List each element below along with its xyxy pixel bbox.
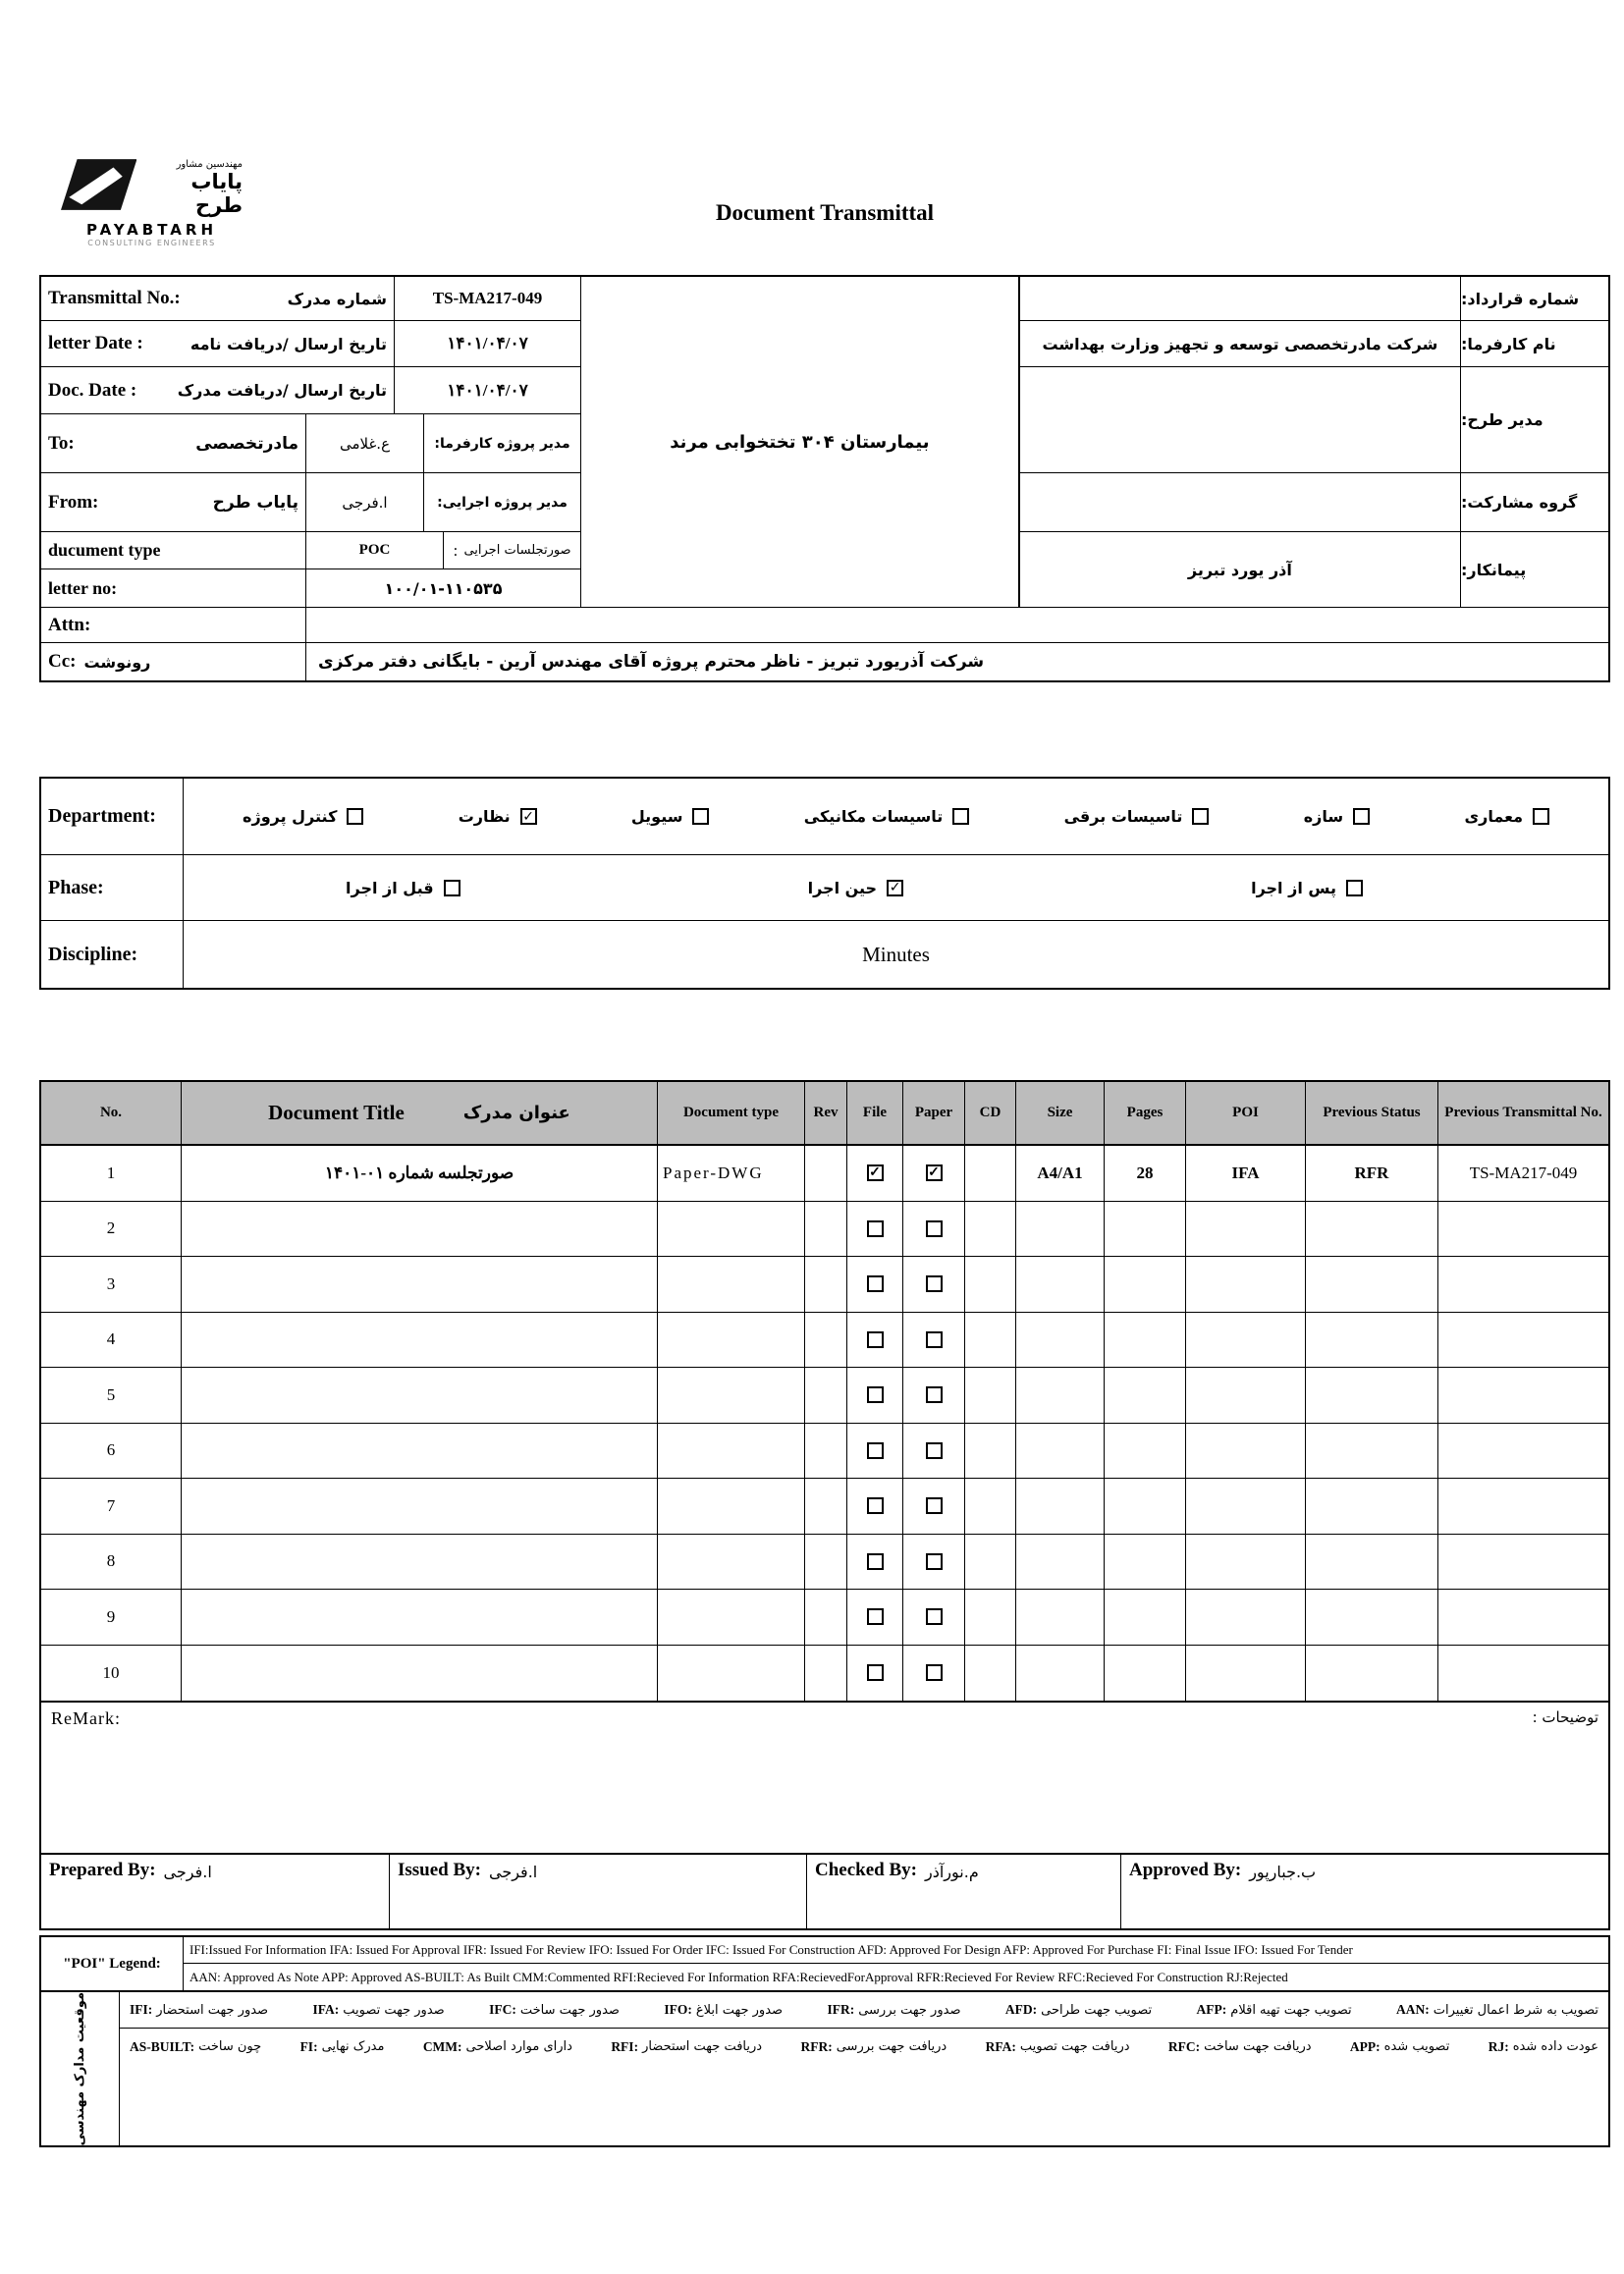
client-row: [1020, 321, 1608, 367]
table-row: 8: [41, 1535, 1608, 1591]
phase-checkbox[interactable]: [887, 880, 903, 896]
letter-no-label: letter no:: [48, 577, 118, 598]
table-row: 4: [41, 1313, 1608, 1369]
paper-checkbox[interactable]: [926, 1164, 943, 1181]
file-checkbox[interactable]: [867, 1497, 884, 1514]
logo-en-name: PAYABTARH: [85, 221, 218, 239]
documents-table-header: [41, 1082, 1608, 1146]
paper-checkbox[interactable]: [926, 1331, 943, 1348]
fa-legend-side-label: موقعیت مدارک مهندسی: [41, 1992, 120, 2145]
legend-item: AS-BUILT : چون ساخت: [130, 2039, 261, 2055]
doc-type-colon: :: [453, 541, 459, 560]
col-rev: Rev: [805, 1082, 847, 1144]
department-checkbox[interactable]: [520, 808, 537, 825]
to-row: [41, 414, 581, 473]
poi-legend: [39, 1935, 1610, 1992]
legend-item: RJ : عودت داده شده: [1489, 2039, 1598, 2055]
department-option: کنترل پروژه: [243, 807, 363, 826]
file-checkbox[interactable]: [867, 1664, 884, 1681]
transmittal-no-label-fa: شماره مدرک: [287, 289, 387, 308]
transmittal-no-value: TS-MA217-049: [395, 277, 581, 320]
paper-checkbox[interactable]: [926, 1275, 943, 1292]
file-checkbox[interactable]: [867, 1220, 884, 1237]
contractor-label: پیمانکار:: [1461, 560, 1527, 579]
legend-item: RFC : دریافت جهت ساخت: [1168, 2039, 1312, 2055]
department-option: ✓ نظارت: [459, 807, 537, 826]
design-manager-row: [1020, 367, 1608, 473]
to-label: To:: [48, 432, 75, 454]
page-title: Document Transmittal: [715, 200, 935, 225]
table-row: 10: [41, 1646, 1608, 1702]
transmittal-no-row: [41, 277, 581, 321]
discipline-label: Discipline:: [41, 921, 184, 988]
from-person: ا.فرجی: [306, 473, 424, 531]
issued-by-cell: Issued By: ا.فرجی: [390, 1855, 807, 1928]
file-checkbox[interactable]: [867, 1331, 884, 1348]
cc-value: شرکت آذریورد تبریز - ناظر محترم پروژه آقای مهندس آرین - بایگانی دفتر مرکزی: [318, 652, 985, 672]
phase-option: ✓ حین اجرا: [808, 879, 903, 897]
legend-item: FI : مدرک نهایی: [300, 2039, 385, 2055]
checked-by-cell: Checked By: م.نورآذر: [807, 1855, 1121, 1928]
phase-label: Phase:: [41, 855, 184, 920]
file-checkbox[interactable]: [867, 1164, 884, 1181]
table-row: 7: [41, 1479, 1608, 1535]
phase-checkbox[interactable]: [1346, 880, 1363, 896]
cc-row: [41, 643, 1608, 680]
department-checkbox[interactable]: [692, 808, 709, 825]
col-prev-status: Previous Status: [1306, 1082, 1438, 1144]
transmittal-info-table: [39, 275, 1610, 682]
cc-label-fa: رونوشت: [83, 652, 151, 672]
phase-checkbox[interactable]: [444, 880, 460, 896]
design-manager-value: [1020, 367, 1461, 472]
cc-label-en: Cc:: [48, 651, 77, 672]
client-pm-label: مدیر پروژه کارفرما:: [424, 414, 581, 472]
paper-checkbox[interactable]: [926, 1664, 943, 1681]
client-label: نام کارفرما:: [1461, 334, 1556, 353]
department-checkbox[interactable]: [1533, 808, 1549, 825]
partnership-label: گروه مشارکت:: [1461, 493, 1578, 512]
legend-item: IFR : صدور جهت بررسی: [827, 2002, 960, 2018]
col-title: Document Title عنوان مدرک: [182, 1082, 658, 1144]
paper-checkbox[interactable]: [926, 1386, 943, 1403]
attn-label: Attn:: [48, 614, 91, 635]
paper-checkbox[interactable]: [926, 1553, 943, 1570]
col-cd: CD: [965, 1082, 1016, 1144]
table-row: 2: [41, 1202, 1608, 1258]
col-no: No.: [41, 1082, 182, 1144]
col-pages: Pages: [1105, 1082, 1186, 1144]
doc-type-row: [41, 532, 581, 569]
department-label: Department:: [41, 779, 184, 854]
form-sheet: [39, 0, 1610, 2147]
signatures-row: [39, 1855, 1610, 1930]
legend-item: IFI : صدور جهت استحضار: [130, 2002, 268, 2018]
file-checkbox[interactable]: [867, 1608, 884, 1625]
table-row: 6: [41, 1424, 1608, 1480]
doc-date-label-fa: تاریخ ارسال /دریافت مدرک: [177, 381, 387, 400]
to-org: مادرتخصصی: [195, 433, 298, 454]
letter-date-row: [41, 321, 581, 367]
col-file: File: [847, 1082, 903, 1144]
department-checkbox[interactable]: [1192, 808, 1209, 825]
department-option: معماری: [1464, 807, 1549, 826]
doc-type-fa: صورتجلسات اجرایی: [463, 543, 571, 558]
contract-no-value: [1020, 277, 1461, 320]
partnership-value: [1020, 473, 1461, 531]
design-manager-label: مدیر طرح:: [1461, 410, 1543, 429]
contract-no-row: [1020, 277, 1608, 321]
table-row: 9: [41, 1590, 1608, 1646]
department-option: سیویل: [631, 807, 710, 826]
letter-date-label-en: letter Date :: [48, 333, 143, 353]
discipline-row: [41, 921, 1608, 988]
poi-legend-line1: IFI:Issued For Information IFA: Issued For Approval IFR: Issued For Review IFO: Issued For Order IFC: Issued For Construction AFD: Approved For Design AFP: Approved For Purchase FI: Final Issue IFO: Issued For Tender: [184, 1937, 1608, 1964]
legend-item: APP : تصویب شده: [1350, 2039, 1449, 2055]
poi-legend-label: "POI" Legend:: [41, 1937, 184, 1990]
doc-type-code: POC: [306, 532, 444, 568]
col-prev-transmittal: Previous Transmittal No.: [1444, 1105, 1602, 1121]
legend-item: IFA : صدور جهت تصویب: [312, 2002, 444, 2018]
doc-date-value: ۱۴۰۱/۰۴/۰۷: [395, 367, 581, 413]
legend-item: AFD : تصویب جهت طراحی: [1005, 2002, 1152, 2018]
prepared-by-cell: Prepared By: ا.فرجی: [41, 1855, 390, 1928]
fa-legend-row1: [120, 1992, 1608, 2029]
legend-item: AFP : تصویب جهت تهیه اقلام: [1197, 2002, 1352, 2018]
paper-checkbox[interactable]: [926, 1220, 943, 1237]
col-poi: POI: [1186, 1082, 1306, 1144]
paper-checkbox[interactable]: [926, 1442, 943, 1459]
form-header: [39, 159, 1610, 267]
classification-table: [39, 777, 1610, 990]
letter-date-label-fa: تاریخ ارسال /دریافت نامه: [189, 334, 387, 353]
file-checkbox[interactable]: [867, 1442, 884, 1459]
remark-box: [39, 1703, 1610, 1855]
phase-option: پس از اجرا: [1251, 879, 1363, 897]
logo-en-tagline: CONSULTING ENGINEERS: [87, 239, 216, 247]
letter-no-row: [41, 569, 581, 607]
contractor-row: [1020, 532, 1608, 607]
attn-value: [306, 608, 1608, 642]
table-row: 3: [41, 1257, 1608, 1313]
table-row: 5: [41, 1368, 1608, 1424]
legend-item: RFI : دریافت جهت استحضار: [611, 2039, 762, 2055]
exec-pm-label: مدیر پروژه اجرایی:: [424, 473, 581, 531]
legend-item: CMM : دارای موارد اصلاحی: [423, 2039, 572, 2055]
client-value: شرکت مادرتخصصی توسعه و تجهیز وزارت بهداشت: [1020, 321, 1461, 366]
fa-legend-row2: [120, 2029, 1608, 2065]
phase-row: [41, 855, 1608, 921]
department-option: سازه: [1304, 807, 1370, 826]
poi-legend-line2: AAN: Approved As Note APP: Approved AS-BUILT: As Built CMM:Commented RFI:Recieved For Information RFA:RecievedForApproval RFR:Recieved For Review RFC:Recieved For Construction RJ:Rejected: [189, 1969, 1288, 1984]
file-checkbox[interactable]: [867, 1553, 884, 1570]
project-name: بیمارستان ۳۰۴ تختخوابی مرند: [670, 431, 930, 453]
to-person: ع.غلامی: [306, 414, 424, 472]
approved-by-cell: Approved By: ب.جبارپور: [1129, 1860, 1317, 1881]
from-row: [41, 473, 581, 532]
department-option: تاسیسات مکانیکی: [804, 807, 969, 826]
paper-checkbox[interactable]: [926, 1608, 943, 1625]
col-doc-type: Document type: [658, 1082, 805, 1144]
legend-item: IFO : صدور جهت ابلاغ: [664, 2002, 783, 2018]
contract-no-label: شماره قرارداد:: [1461, 289, 1580, 308]
col-paper: Paper: [903, 1082, 965, 1144]
phase-option: قبل از اجرا: [346, 879, 460, 897]
file-checkbox[interactable]: [867, 1275, 884, 1292]
letter-date-value: ۱۴۰۱/۰۴/۰۷: [395, 321, 581, 366]
department-checkbox[interactable]: [1353, 808, 1370, 825]
department-row: [41, 779, 1608, 855]
transmittal-no-label-en: Transmittal No.:: [48, 288, 181, 308]
from-org: پایاب طرح: [212, 492, 298, 513]
partnership-row: [1020, 473, 1608, 532]
legend-item: AAN : تصویب به شرط اعمال تغییرات: [1396, 2002, 1598, 2018]
discipline-value: Minutes: [862, 942, 930, 966]
department-checkbox[interactable]: [952, 808, 969, 825]
col-size: Size: [1016, 1082, 1105, 1144]
department-option: تاسیسات برقی: [1064, 807, 1210, 826]
from-label: From:: [48, 491, 99, 513]
legend-item: RFR : دریافت جهت بررسی: [800, 2039, 947, 2055]
legend-item: IFC : صدور جهت ساخت: [489, 2002, 620, 2018]
department-checkbox[interactable]: [347, 808, 363, 825]
attn-row: [41, 608, 1608, 643]
logo-fa-name: پایاب طرح: [190, 170, 243, 217]
remark-label-fa: توضیحات :: [1532, 1708, 1598, 1726]
file-checkbox[interactable]: [867, 1386, 884, 1403]
legend-item: RFA : دریافت جهت تصویب: [986, 2039, 1130, 2055]
table-row: 1 صورتجلسه شماره ۰۱-۱۴۰۱ Paper-DWG ✓ ✓ A4/A1 28 IFA RFR TS-MA217-049: [41, 1146, 1608, 1202]
paper-checkbox[interactable]: [926, 1497, 943, 1514]
remark-label-en: ReMark:: [51, 1708, 121, 1728]
letter-no-value: ۱۰۰/۰۱-۱۱۰۵۳۵: [306, 569, 581, 607]
documents-table: [39, 1080, 1610, 1703]
contractor-value: آذر یورد تبریز: [1020, 532, 1461, 607]
doc-date-label-en: Doc. Date :: [48, 379, 137, 401]
fa-legend: [39, 1992, 1610, 2147]
logo-fa-tagline: مهندسین مشاور: [176, 159, 243, 170]
doc-type-label: ducument type: [48, 540, 161, 560]
doc-date-row: [41, 367, 581, 414]
